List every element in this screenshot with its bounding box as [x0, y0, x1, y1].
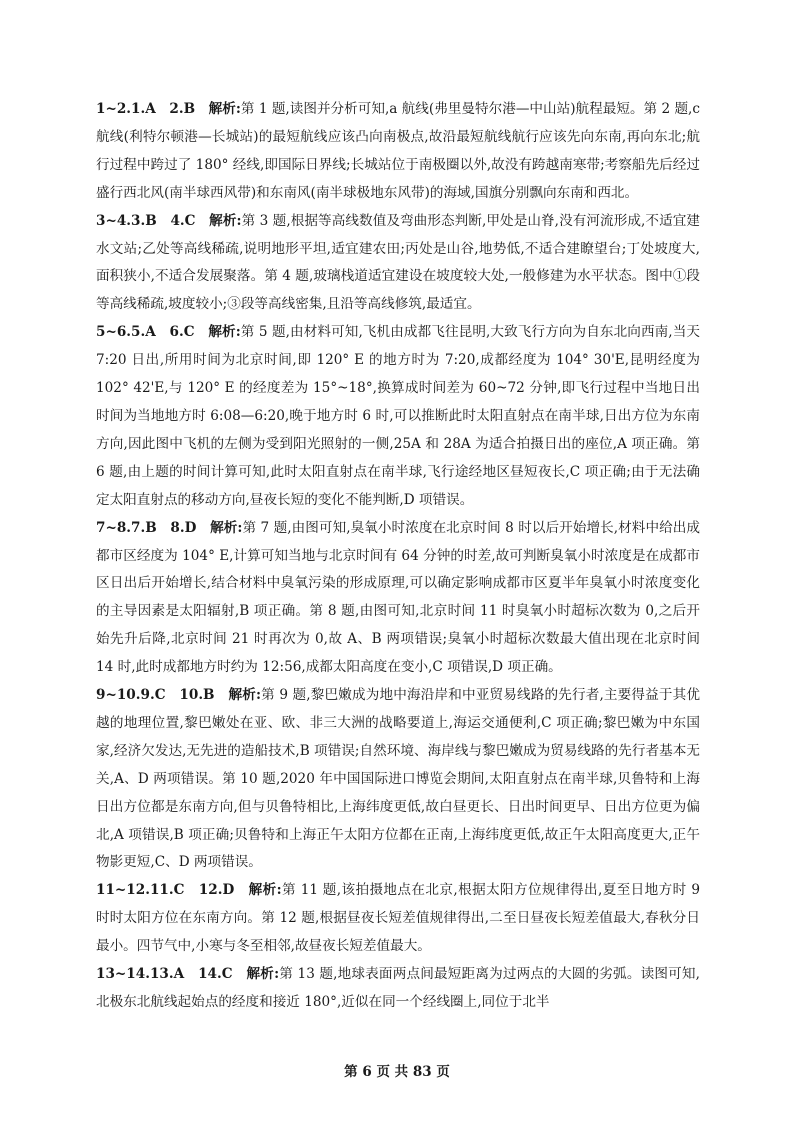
answer-block-9-10 [96, 682, 700, 877]
answer-label: 7~8.7.B 8.D 解析: [96, 519, 243, 536]
answer-label: 1~2.1.A 2.B 解析: [96, 101, 241, 117]
answer-explanation: 第 5 题,由材料可知,飞机由成都飞往昆明,大致飞行方向为自东北向西南,当天 7:20 日出,所用时间为北京时间,即 120° E 的地方时为 7:20,成都经度为 104° 30'E,昆明经度为 102° 42'E,与 120° E 的经度差为 15°~18°,换算成时间差为 60~72 分钟,即飞行过程中当地日出时间为当地地方时 6:08—6:20,晚于地方时 6 时,可以推断此时太阳直射点在南半球,日出方位为东南方向,因此图中飞机的左侧为受到阳光照射的一侧,25A 和 28A 为适合拍摄日出的座位,A 项正确。第 6 题,由上题的时间计算可知,此时太阳直射点在南半球,飞行途经地区昼短夜长,C 项正确;由于无法确定太阳直射点的移动方向,昼夜长短的变化不能判断,D 项错误。 [96, 324, 700, 508]
answer-explanation: 第 13 题,地球表面两点间最短距离为过两点的大圆的劣弧。读图可知,北极东北航线起始点的经度和接近 180°,近似在同一个经线圈上,同位于北半 [96, 966, 700, 1010]
answer-block-1-2 [96, 96, 700, 208]
answer-block-13-14 [96, 961, 700, 1017]
answer-block-3-4 [96, 208, 700, 320]
answer-label: 13~14.13.A 14.C 解析: [96, 966, 280, 983]
answer-label: 11~12.11.C 12.D 解析: [96, 882, 282, 899]
answer-explanation: 第 7 题,由图可知,臭氧小时浓度在北京时间 8 时以后开始增长,材料中给出成都市区经度为 104° E,计算可知当地与北京时间有 64 分钟的时差,故可判断臭氧小时浓度是在成都市区日出后开始增长,结合材料中臭氧污染的形成原理,可以确定影响成都市区夏半年臭氧小时浓度变化的主导因素是太阳辐射,B 项正确。第 8 题,由图可知,北京时间 11 时臭氧小时超标次数为 0,之后开始先升后降,北京时间 21 时再次为 0,故 A、B 两项错误;臭氧小时超标次数最大值出现在北京时间 14 时,此时成都地方时约为 12:56,成都太阳高度在变小,C 项错误,D 项正确。 [96, 519, 700, 676]
answer-block-7-8 [96, 515, 700, 682]
answer-explanation: 第 9 题,黎巴嫩成为地中海沿岸和中亚贸易线路的先行者,主要得益于其优越的地理位置,黎巴嫩处在亚、欧、非三大洲的战略要道上,海运交通便利,C 项正确;黎巴嫩为中东国家,经济欠发达,无先进的造船技术,B 项错误;自然环境、海岸线与黎巴嫩成为贸易线路的先行者基本无关,A、D 两项错误。第 10 题,2020 年中国国际进口博览会期间,太阳直射点在南半球,贝鲁特和上海日出方位都是东南方向,但与贝鲁特相比,上海纬度更低,故白昼更长、日出时间更早、日出方位更为偏北,A 项错误,B 项正确;贝鲁特和上海正午太阳方位都在正南,上海纬度更低,故正午太阳高度更大,正午物影更短,C、D 两项错误。 [96, 687, 701, 871]
answer-block-11-12 [96, 877, 700, 961]
answer-label: 3~4.3.B 4.C 解析: [96, 212, 242, 229]
answer-content [96, 96, 700, 1017]
answer-explanation: 第 1 题,读图并分析可知,a 航线(弗里曼特尔港—中山站)航程最短。第 2 题,c 航线(利特尔顿港—长城站)的最短航线应该凸向南极点,故沿最短航线航行应该先向东南,再向东北;航行过程中跨过了 180° 经线,即国际日界线;长城站位于南极圈以外,故没有跨越南寒带;考察船先后经过盛行西北风(南半球西风带)和东南风(南半球极地东风带)的海域,国旗分别飘向东南和西北。 [96, 101, 700, 201]
answer-label: 9~10.9.C 10.B 解析: [96, 687, 261, 704]
page-footer: 第 6 页 共 83 页 [344, 1064, 450, 1080]
answer-block-5-6 [96, 319, 700, 514]
answer-explanation: 第 3 题,根据等高线数值及弯曲形态判断,甲处是山脊,没有河流形成,不适宜建水文站;乙处等高线稀疏,说明地形平坦,适宜建农田;丙处是山谷,地势低,不适合建瞭望台;丁处坡度大,面积狭小,不适合发展聚落。第 4 题,玻璃栈道适宜建设在坡度较大处,一般修建为水平状态。图中①段等高线稀疏,坡度较小;③段等高线密集,且沿等高线修筑,最适宜。 [96, 212, 700, 313]
answer-explanation: 第 11 题,该拍摄地点在北京,根据太阳方位规律得出,夏至日地方时 9 时时太阳方位在东南方向。第 12 题,根据昼夜长短差值规律得出,二至日昼夜长短差值最大,春秋分日最小。四节气中,小寒与冬至相邻,故昼夜长短差值最大。 [96, 882, 700, 955]
answer-label: 5~6.5.A 6.C 解析: [96, 324, 241, 341]
